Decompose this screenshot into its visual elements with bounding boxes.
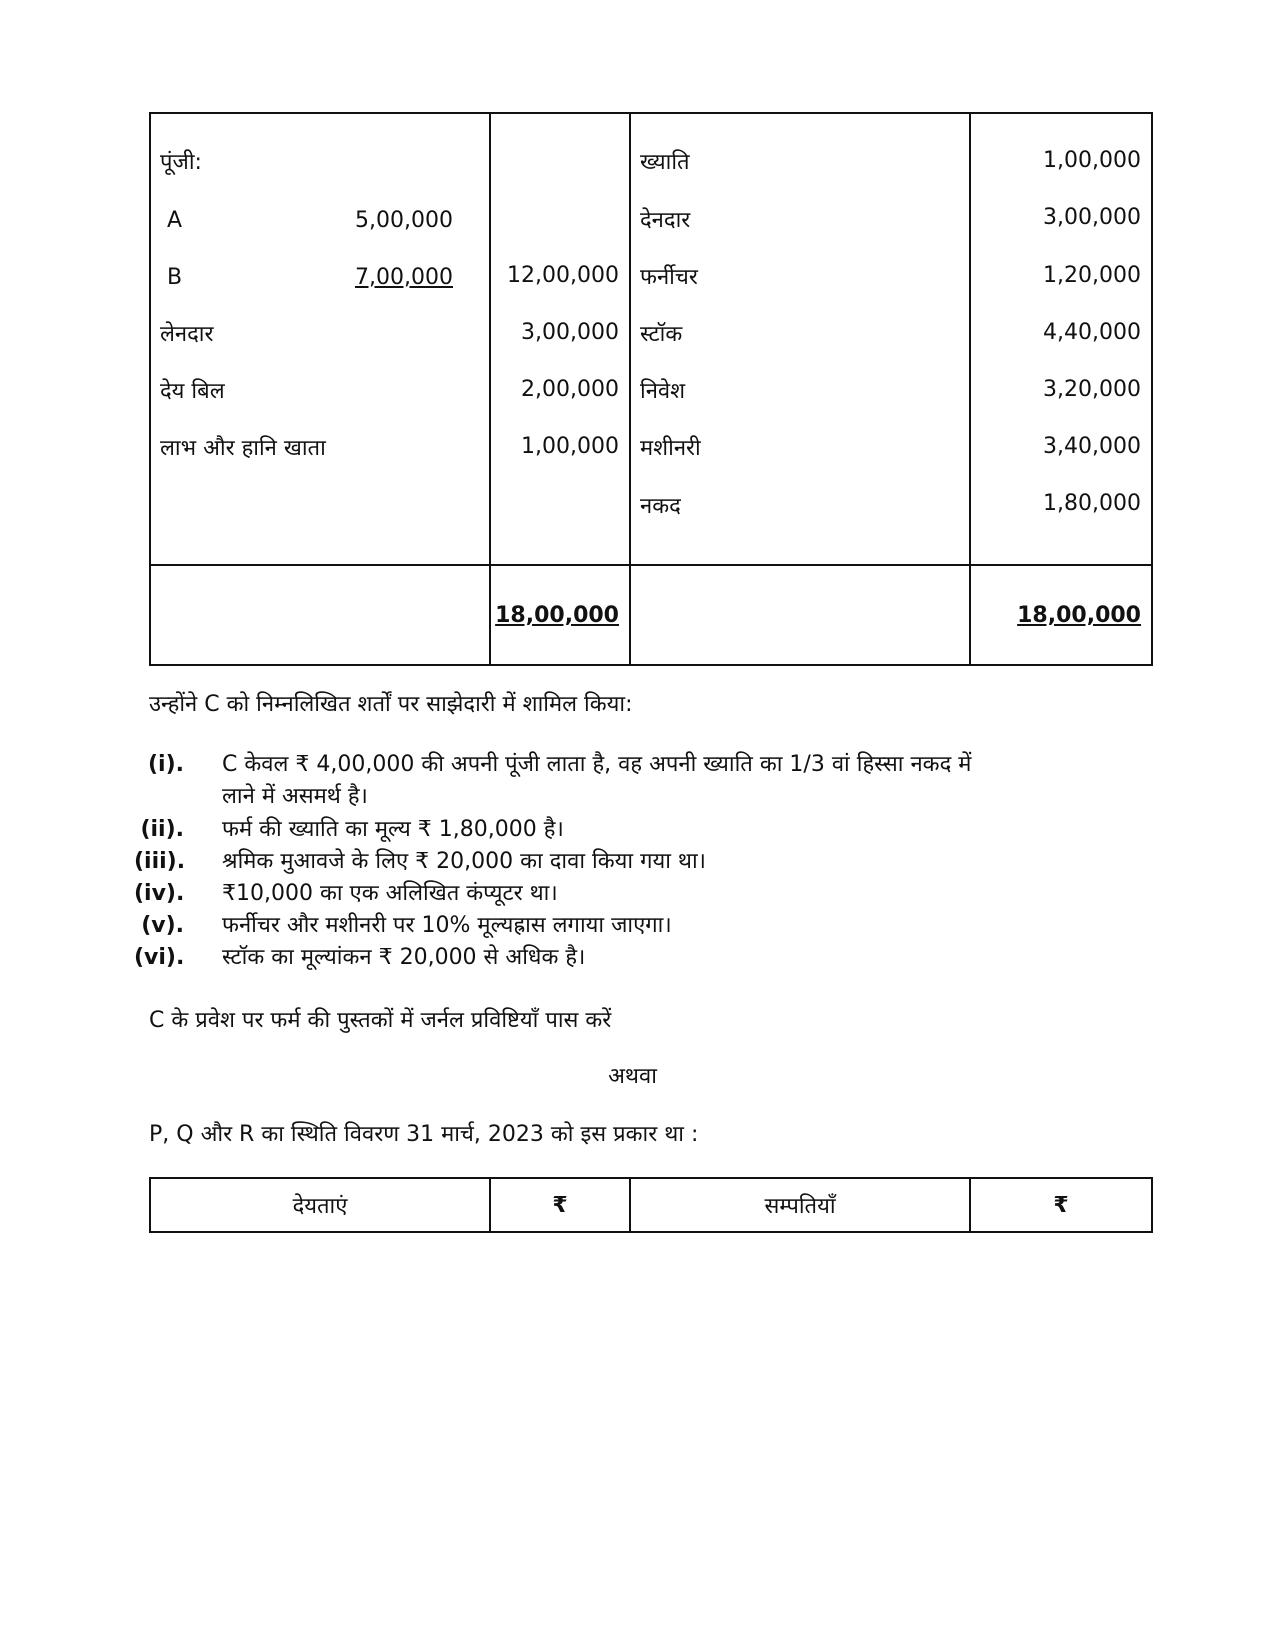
capital-label: पूंजी:: [160, 150, 202, 175]
total-empty-cell-2: [630, 565, 970, 665]
condition-text: ₹10,000 का एक अलिखित कंप्यूटर था।: [222, 881, 558, 906]
condition-number: (ii).: [140, 817, 184, 842]
profit-loss-amount: 1,00,000: [521, 434, 619, 459]
stock-label: स्टॉक: [640, 322, 683, 347]
debtors-amount: 3,00,000: [1043, 205, 1141, 230]
liabilities-amount-cell: [490, 113, 630, 565]
investments-amount: 3,20,000: [1043, 377, 1141, 402]
second-balance-sheet-header: [149, 1177, 1153, 1233]
partner-a-name: A: [167, 208, 183, 233]
machinery-amount: 3,40,000: [1043, 434, 1141, 459]
condition-number: (v).: [141, 913, 184, 938]
partner-b-name: B: [167, 265, 183, 290]
capital-total: 12,00,000: [507, 263, 619, 288]
header-rupee-2: ₹: [970, 1178, 1152, 1232]
balance-sheet-body-row: [150, 113, 1152, 565]
liabilities-total-cell: [490, 565, 630, 665]
bills-payable-amount: 2,00,000: [521, 377, 619, 402]
header-assets: सम्पतियाँ: [630, 1178, 970, 1232]
header-liabilities: देयताएं: [150, 1178, 490, 1232]
partner-b-amount: 7,00,000: [355, 265, 453, 290]
header-rupee-1: ₹: [490, 1178, 630, 1232]
assets-total-cell: [970, 565, 1152, 665]
condition-text: स्टॉक का मूल्यांकन ₹ 20,000 से अधिक है।: [222, 945, 586, 970]
condition-text: फर्म की ख्याति का मूल्य ₹ 1,80,000 है।: [222, 817, 564, 842]
furniture-label: फर्नीचर: [640, 265, 698, 290]
liabilities-total: 18,00,000: [495, 603, 619, 628]
intro-text: उन्होंने C को निम्नलिखित शर्तों पर साझेदारी में शामिल किया:: [149, 692, 633, 717]
condition-number: (i).: [147, 752, 184, 777]
creditors-amount: 3,00,000: [521, 320, 619, 345]
balance-sheet-table: [149, 112, 1153, 666]
bills-payable-label: देय बिल: [160, 379, 225, 404]
liabilities-cell: [150, 113, 490, 565]
investments-label: निवेश: [640, 379, 686, 404]
debtors-label: देनदार: [640, 208, 691, 233]
condition-number: (iv).: [134, 881, 185, 906]
instruction-text: C के प्रवेश पर फर्म की पुस्तकों में जर्नल प्रविष्टियाँ पास करें: [149, 1008, 612, 1033]
assets-total: 18,00,000: [1017, 603, 1141, 628]
furniture-amount: 1,20,000: [1043, 263, 1141, 288]
condition-text: श्रमिक मुआवजे के लिए ₹ 20,000 का दावा किया गया था।: [222, 849, 707, 874]
assets-amount-cell: [970, 113, 1152, 565]
condition-number: (vi).: [134, 945, 185, 970]
total-empty-cell-1: [150, 565, 490, 665]
stock-amount: 4,40,000: [1043, 320, 1141, 345]
goodwill-label: ख्याति: [640, 150, 690, 175]
partner-a-amount: 5,00,000: [355, 208, 453, 233]
cash-amount: 1,80,000: [1043, 491, 1141, 516]
condition-text-continued: लाने में असमर्थ है।: [222, 784, 368, 809]
condition-text: फर्नीचर और मशीनरी पर 10% मूल्यह्रास लगाया जाएगा।: [222, 913, 672, 938]
profit-loss-label: लाभ और हानि खाता: [160, 436, 326, 461]
or-text: अथवा: [608, 1064, 657, 1089]
assets-cell: [630, 113, 970, 565]
cash-label: नकद: [640, 494, 681, 519]
condition-text: C केवल ₹ 4,00,000 की अपनी पूंजी लाता है, वह अपनी ख्याति का 1/3 वां हिस्सा नकद में: [222, 752, 972, 777]
second-question-text: P, Q और R का स्थिति विवरण 31 मार्च, 2023 को इस प्रकार था :: [149, 1122, 699, 1147]
goodwill-amount: 1,00,000: [1043, 148, 1141, 173]
condition-number: (iii).: [134, 849, 186, 874]
balance-sheet-total-row: [150, 565, 1152, 665]
creditors-label: लेनदार: [160, 322, 214, 347]
machinery-label: मशीनरी: [640, 436, 701, 461]
